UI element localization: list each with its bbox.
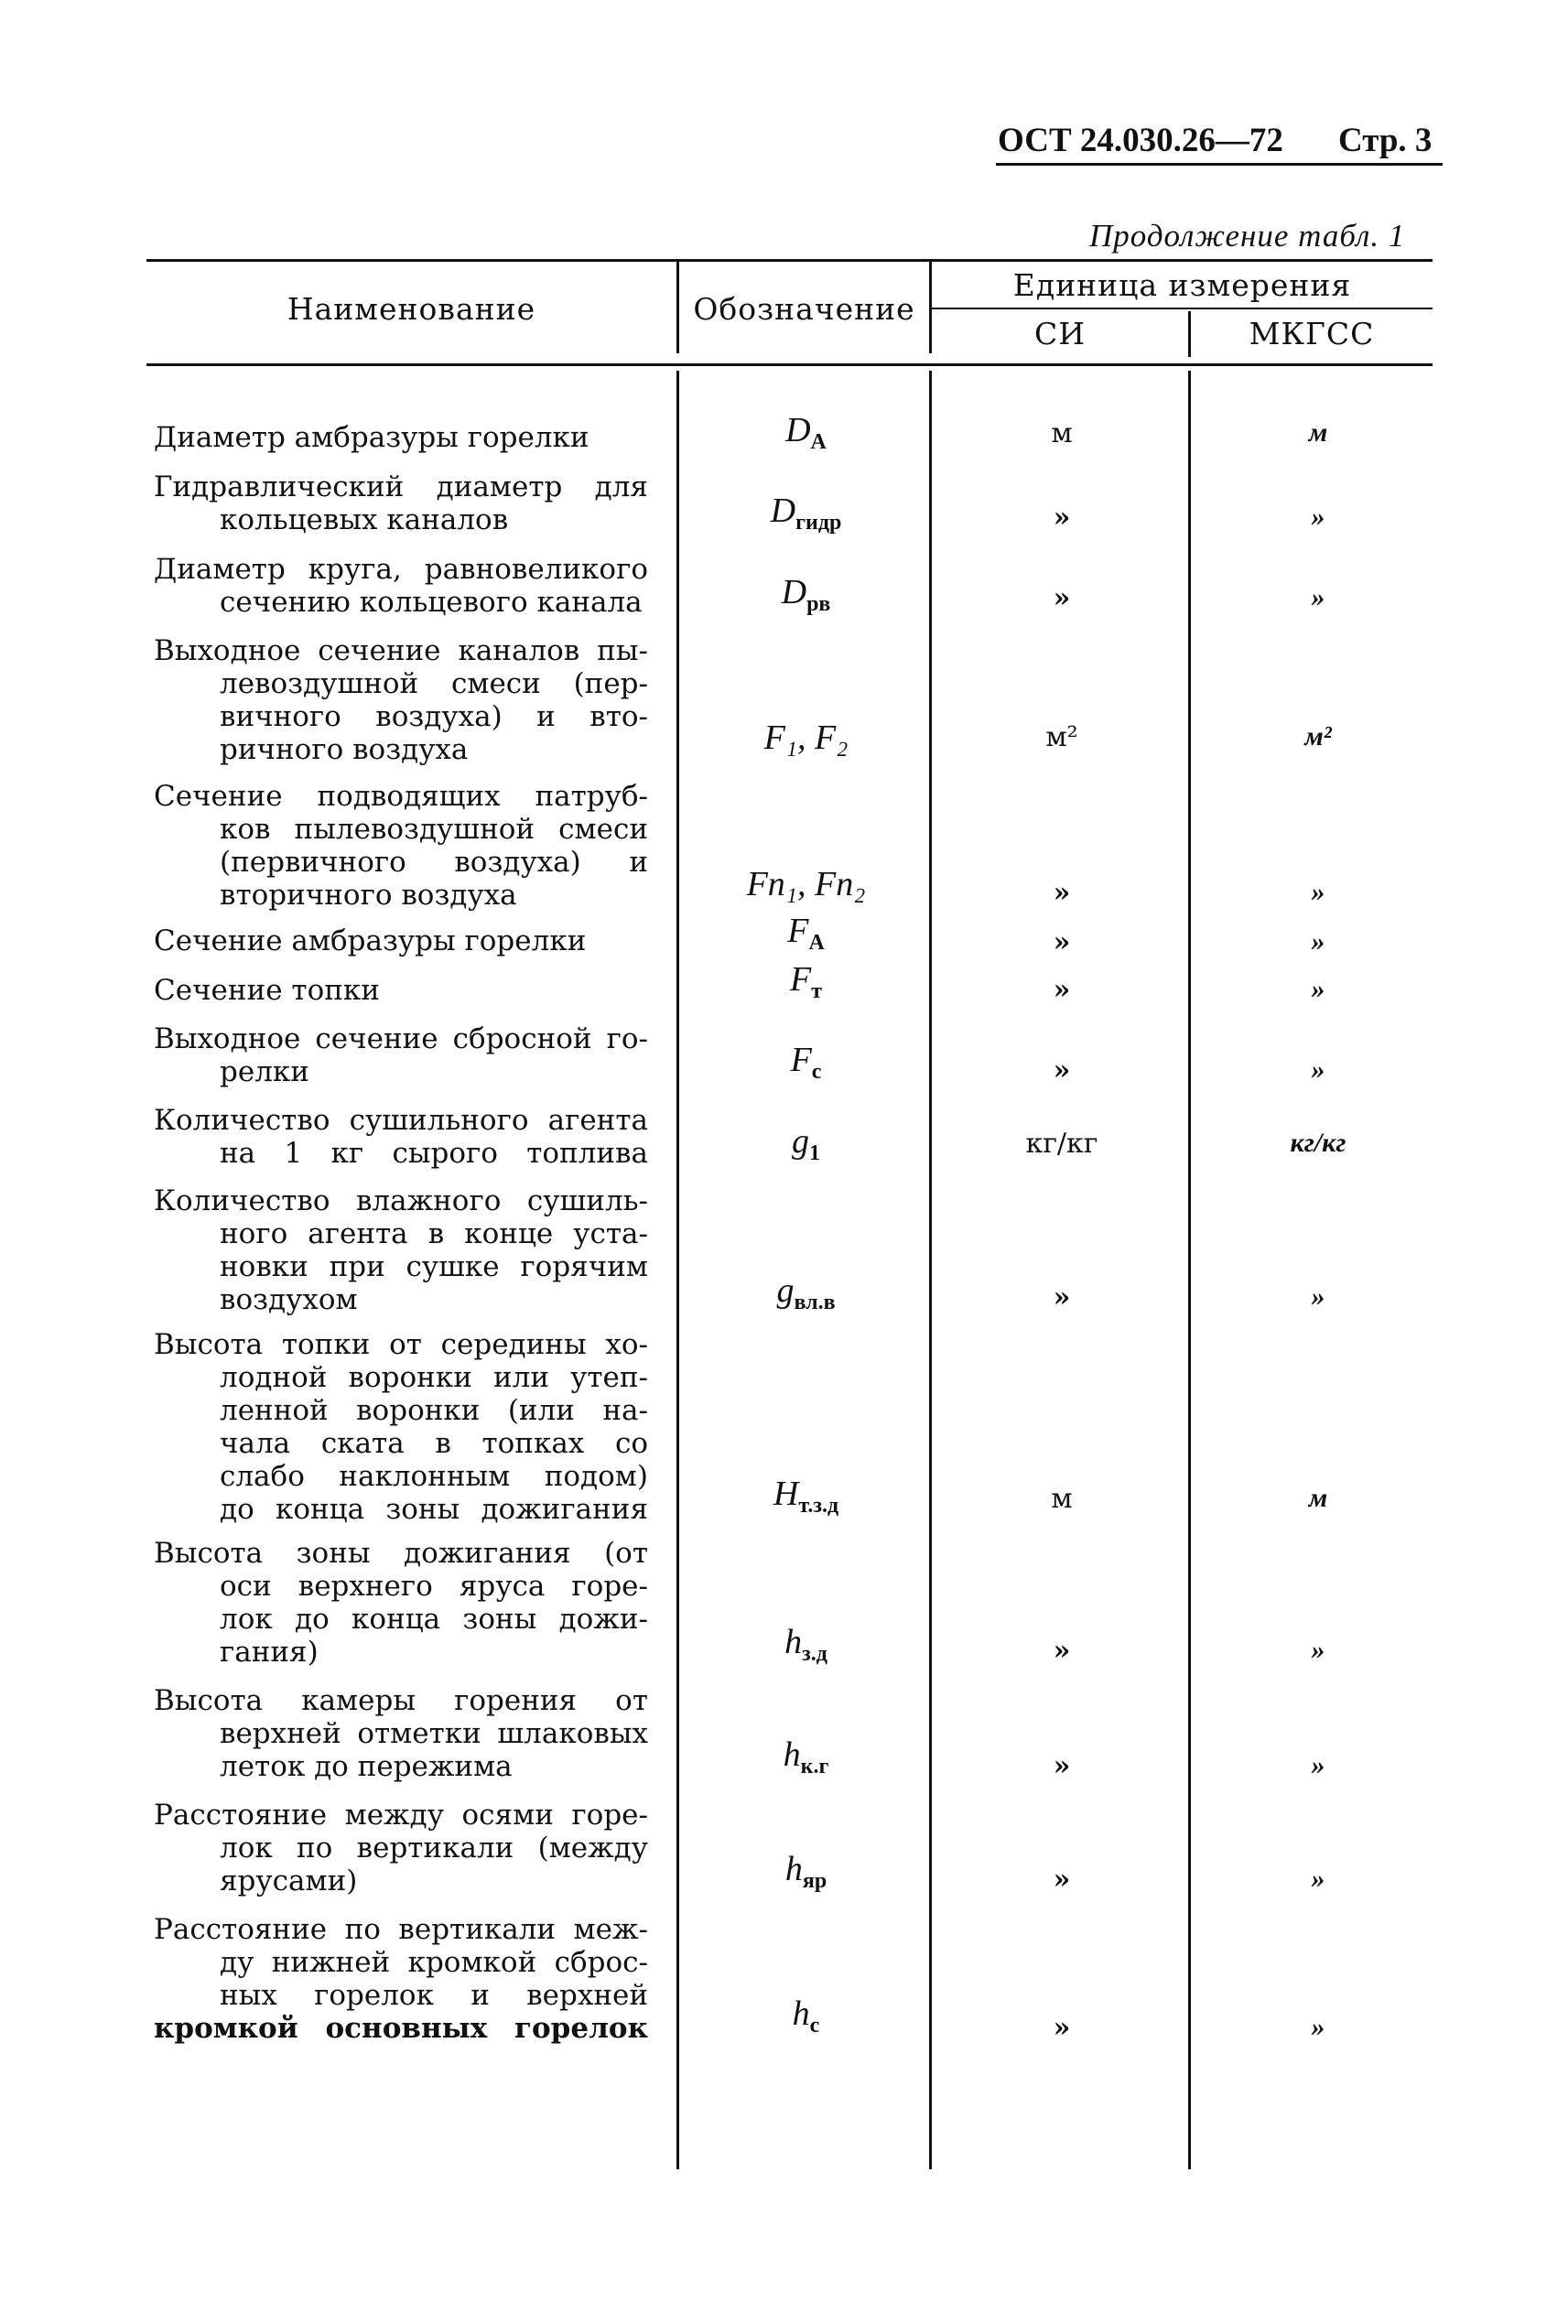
si-unit-cell: »	[1053, 502, 1071, 534]
symbol-cell	[680, 1849, 932, 1894]
si-unit-cell: »	[1053, 877, 1071, 909]
symbol-subscript: гидр	[795, 511, 842, 535]
table-row-name	[154, 780, 648, 912]
name-line: левоздушной смеси (пер-	[220, 667, 648, 700]
name-line: Сечение подводящих патруб-	[154, 780, 648, 813]
symbol-subscript: с	[811, 1060, 822, 1084]
symbol-cell	[680, 1474, 932, 1519]
col-header-si: СИ	[1033, 316, 1087, 351]
table-row-name	[154, 634, 648, 766]
name-line: Гидравлический диаметр для	[154, 470, 648, 503]
name-line: гания)	[220, 1636, 319, 1669]
symbol-subscript: т	[811, 979, 822, 1003]
si-unit-cell: »	[1053, 926, 1071, 958]
symbol-cell	[680, 959, 932, 1004]
symbol: D	[781, 573, 807, 611]
col-header-name: Наименование	[287, 291, 536, 327]
col-divider-1	[676, 371, 679, 2169]
table-row-name	[154, 974, 648, 1007]
name-line: Сечение топки	[154, 974, 380, 1007]
si-unit-cell: »	[1053, 1281, 1071, 1313]
name-line: до конца зоны дожигания	[220, 1493, 648, 1526]
symbol-subscript: с	[809, 2014, 820, 2038]
table-row-name	[154, 1022, 648, 1088]
header-bottom-rule	[146, 363, 1433, 366]
table-row-name	[154, 1328, 648, 1526]
name-line: новки при сушке горячим	[220, 1250, 648, 1283]
symbol-cell	[680, 1994, 932, 2038]
mkgss-unit-cell: »	[1311, 582, 1325, 612]
symbol-subscript: А	[808, 931, 825, 955]
name-line: Выходное сечение каналов пы-	[154, 634, 648, 667]
page-number: Стр. 3	[1338, 122, 1433, 159]
name-line: Расстояние между осями горе-	[154, 1799, 648, 1832]
symbol: h	[784, 1623, 803, 1661]
symbol: H	[773, 1475, 799, 1513]
name-line: верхней отметки шлаковых	[220, 1717, 648, 1750]
name-line: чала ската в топках со	[220, 1427, 648, 1460]
symbol: h	[792, 1994, 810, 2033]
table-row-name	[154, 1184, 648, 1316]
si-unit-cell: кг/кг	[1025, 1128, 1098, 1160]
continuation-note: Продолжение табл. 1	[1089, 218, 1406, 254]
si-unit-cell: м²	[1045, 721, 1078, 753]
name-line: Высота топки от середины хо-	[154, 1328, 648, 1361]
name-line: кромкой основных горелок	[154, 2012, 648, 2045]
symbol-cell	[680, 491, 932, 535]
name-line: вичного воздуха) и вто-	[220, 700, 648, 733]
mkgss-unit-cell: »	[1311, 1864, 1325, 1894]
symbol: F₁, F₂	[763, 719, 849, 757]
name-line: Диаметр круга, равновеликого	[154, 553, 648, 586]
name-line: вторичного воздуха	[220, 879, 517, 912]
symbol-cell	[680, 410, 932, 455]
mkgss-unit-cell: м²	[1304, 721, 1332, 751]
table-row-name	[154, 1913, 648, 2045]
name-line: Расстояние по вертикали меж-	[154, 1913, 648, 1946]
symbol-cell	[680, 572, 932, 617]
name-line: ного агента в конце уста-	[220, 1217, 648, 1250]
name-line: оси верхнего яруса горе-	[220, 1570, 648, 1603]
unit-group-rule	[932, 308, 1433, 309]
symbol-subscript: рв	[806, 592, 831, 616]
mkgss-unit-cell: »	[1311, 1635, 1325, 1665]
table-row-name	[154, 553, 648, 619]
mkgss-unit-cell: м	[1308, 1483, 1328, 1513]
name-line: Диаметр амбразуры горелки	[154, 421, 589, 454]
symbol-cell	[680, 1121, 932, 1166]
name-line: кольцевых каналов	[220, 503, 509, 536]
mkgss-unit-cell: »	[1311, 502, 1325, 532]
mkgss-unit-cell: »	[1311, 974, 1325, 1004]
symbol: Fп₁, Fп₂	[746, 865, 866, 903]
mkgss-unit-cell: »	[1311, 1281, 1325, 1312]
mkgss-unit-cell: »	[1311, 1054, 1325, 1085]
symbol-cell	[680, 1735, 932, 1779]
col-header-mkgss: МКГСС	[1249, 316, 1375, 351]
si-unit-cell: »	[1053, 2012, 1071, 2044]
table-row-name	[154, 470, 648, 536]
name-line: леток до пережима	[220, 1750, 513, 1783]
symbol-subscript: А	[810, 430, 827, 454]
name-line: Высота камеры горения от	[154, 1684, 648, 1717]
col-header-unit-group: Единица измерения	[1012, 267, 1352, 303]
name-line: Количество влажного сушиль-	[154, 1184, 648, 1217]
symbol: g	[792, 1122, 809, 1161]
mkgss-unit-cell: м	[1308, 417, 1328, 448]
name-line: ярусами)	[220, 1865, 358, 1897]
symbol: D	[770, 492, 796, 530]
col-divider-3	[1188, 371, 1191, 2169]
name-line: сечению кольцевого канала	[220, 586, 643, 619]
symbol-cell	[680, 1270, 932, 1315]
symbol: F	[790, 1041, 812, 1079]
si-unit-cell: м	[1051, 1483, 1073, 1515]
table-row-name	[154, 1799, 648, 1897]
name-line: ричного воздуха	[220, 733, 469, 766]
name-line: Количество сушильного агента	[154, 1104, 648, 1137]
table-row-name	[154, 1104, 648, 1170]
si-unit-cell: м	[1051, 417, 1073, 449]
name-line: релки	[220, 1055, 309, 1088]
header-rule	[996, 163, 1443, 166]
name-line: воздухом	[220, 1283, 358, 1316]
name-line: слабо наклонным подом)	[220, 1460, 648, 1493]
si-unit-cell: »	[1053, 1864, 1071, 1896]
mkgss-unit-cell: »	[1311, 926, 1325, 957]
name-line: ду нижней кромкой сброс-	[220, 1946, 648, 1979]
table-row-name	[154, 1537, 648, 1669]
symbol-cell	[680, 718, 932, 758]
table-row-name	[154, 924, 648, 957]
symbol: h	[783, 1735, 801, 1774]
symbol-subscript: вл.в	[794, 1291, 836, 1314]
name-line: ных горелок и верхней	[220, 1979, 648, 2012]
mkgss-unit-cell: »	[1311, 877, 1325, 907]
symbol-cell	[680, 1622, 932, 1667]
symbol: F	[789, 960, 812, 999]
mkgss-unit-cell: »	[1311, 2012, 1325, 2042]
symbol-cell	[680, 864, 932, 904]
symbol-subscript: з.д	[802, 1642, 827, 1666]
table-row-name	[154, 1684, 648, 1783]
si-unit-cell: »	[1053, 1054, 1071, 1086]
symbol: h	[784, 1850, 803, 1888]
name-line: лок до конца зоны дожи-	[220, 1603, 648, 1636]
mkgss-unit-cell: кг/кг	[1290, 1128, 1346, 1158]
mkgss-unit-cell: »	[1311, 1750, 1325, 1780]
symbol-subscript: т.з.д	[798, 1494, 839, 1518]
table-row-name	[154, 421, 648, 454]
name-line: ков пылевоздушной смеси	[220, 813, 648, 846]
symbol-subscript: яр	[802, 1869, 827, 1893]
symbol-subscript: 1	[809, 1141, 820, 1165]
si-unit-cell: »	[1053, 1750, 1071, 1782]
symbol: F	[787, 912, 809, 950]
si-unit-cell: »	[1053, 974, 1071, 1006]
name-line: лок по вертикали (между	[220, 1832, 648, 1865]
symbol-subscript: к.г	[800, 1755, 829, 1778]
symbol-cell	[680, 911, 932, 956]
table-top-rule	[146, 259, 1433, 262]
symbol: D	[785, 411, 811, 449]
name-line: на 1 кг сырого топлива	[220, 1137, 648, 1170]
symbol: g	[776, 1271, 795, 1310]
si-unit-cell: »	[1053, 582, 1071, 614]
standard-number: ОСТ 24.030.26—72	[998, 122, 1283, 159]
si-unit-cell: »	[1053, 1635, 1071, 1667]
name-line: лодной воронки или утеп-	[220, 1361, 648, 1394]
col-header-symbol: Обозначение	[693, 291, 915, 327]
name-line: Выходное сечение сбросной го-	[154, 1022, 648, 1055]
name-line: Сечение амбразуры горелки	[154, 924, 587, 957]
name-line: ленной воронки (или на-	[220, 1394, 648, 1427]
name-line: Высота зоны дожигания (от	[154, 1537, 648, 1570]
name-line: (первичного воздуха) и	[220, 846, 648, 879]
symbol-cell	[680, 1040, 932, 1085]
